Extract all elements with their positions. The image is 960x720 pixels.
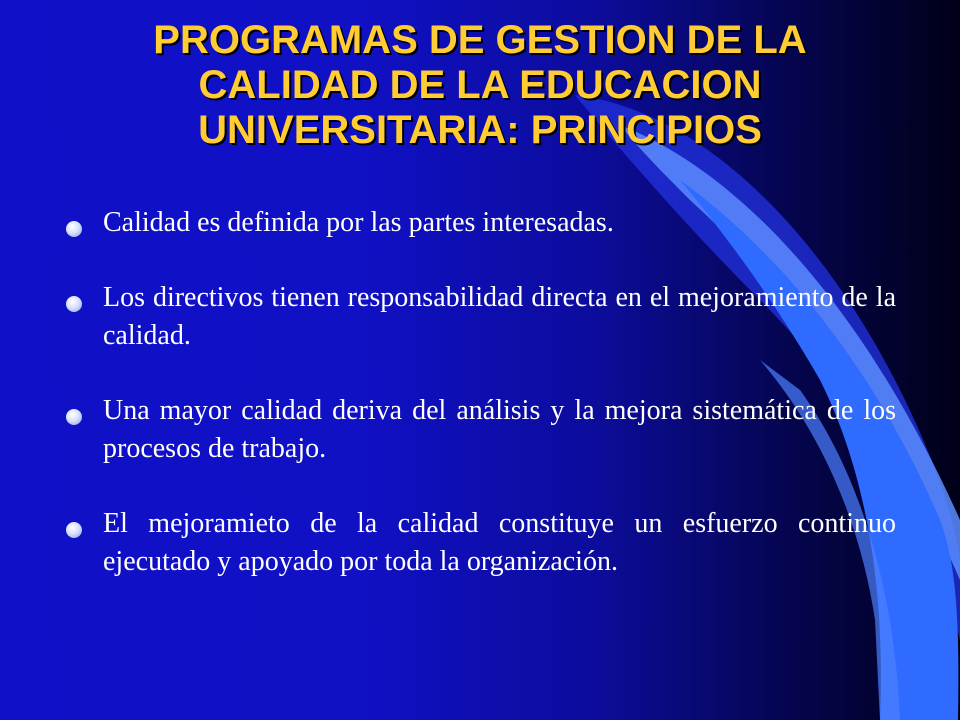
- bullet-text: Calidad es definida por las partes interesadas.: [103, 207, 614, 238]
- title-line: UNIVERSITARIA: PRINCIPIOS: [198, 108, 762, 152]
- bullet-item: [66, 204, 896, 242]
- bullet-icon: [66, 522, 82, 538]
- title-line: PROGRAMAS DE GESTION DE LA: [153, 18, 807, 62]
- slide-title: [100, 18, 860, 153]
- bullet-icon: [66, 409, 82, 425]
- bullet-icon: [66, 296, 82, 312]
- bullet-item: [66, 392, 896, 468]
- bullet-list: [66, 204, 896, 618]
- bullet-text: Los directivos tienen responsabilidad directa en el mejoramiento de la calidad.: [103, 282, 896, 351]
- bullet-text: Una mayor calidad deriva del análisis y la mejora sistemática de los procesos de trabajo.: [103, 395, 896, 464]
- bullet-icon: [66, 221, 82, 237]
- bullet-item: [66, 279, 896, 355]
- title-line: CALIDAD DE LA EDUCACION: [198, 63, 762, 107]
- bullet-item: [66, 505, 896, 581]
- bullet-text: El mejoramieto de la calidad constituye un esfuerzo continuo ejecutado y apoyado por toda la organización.: [103, 508, 896, 577]
